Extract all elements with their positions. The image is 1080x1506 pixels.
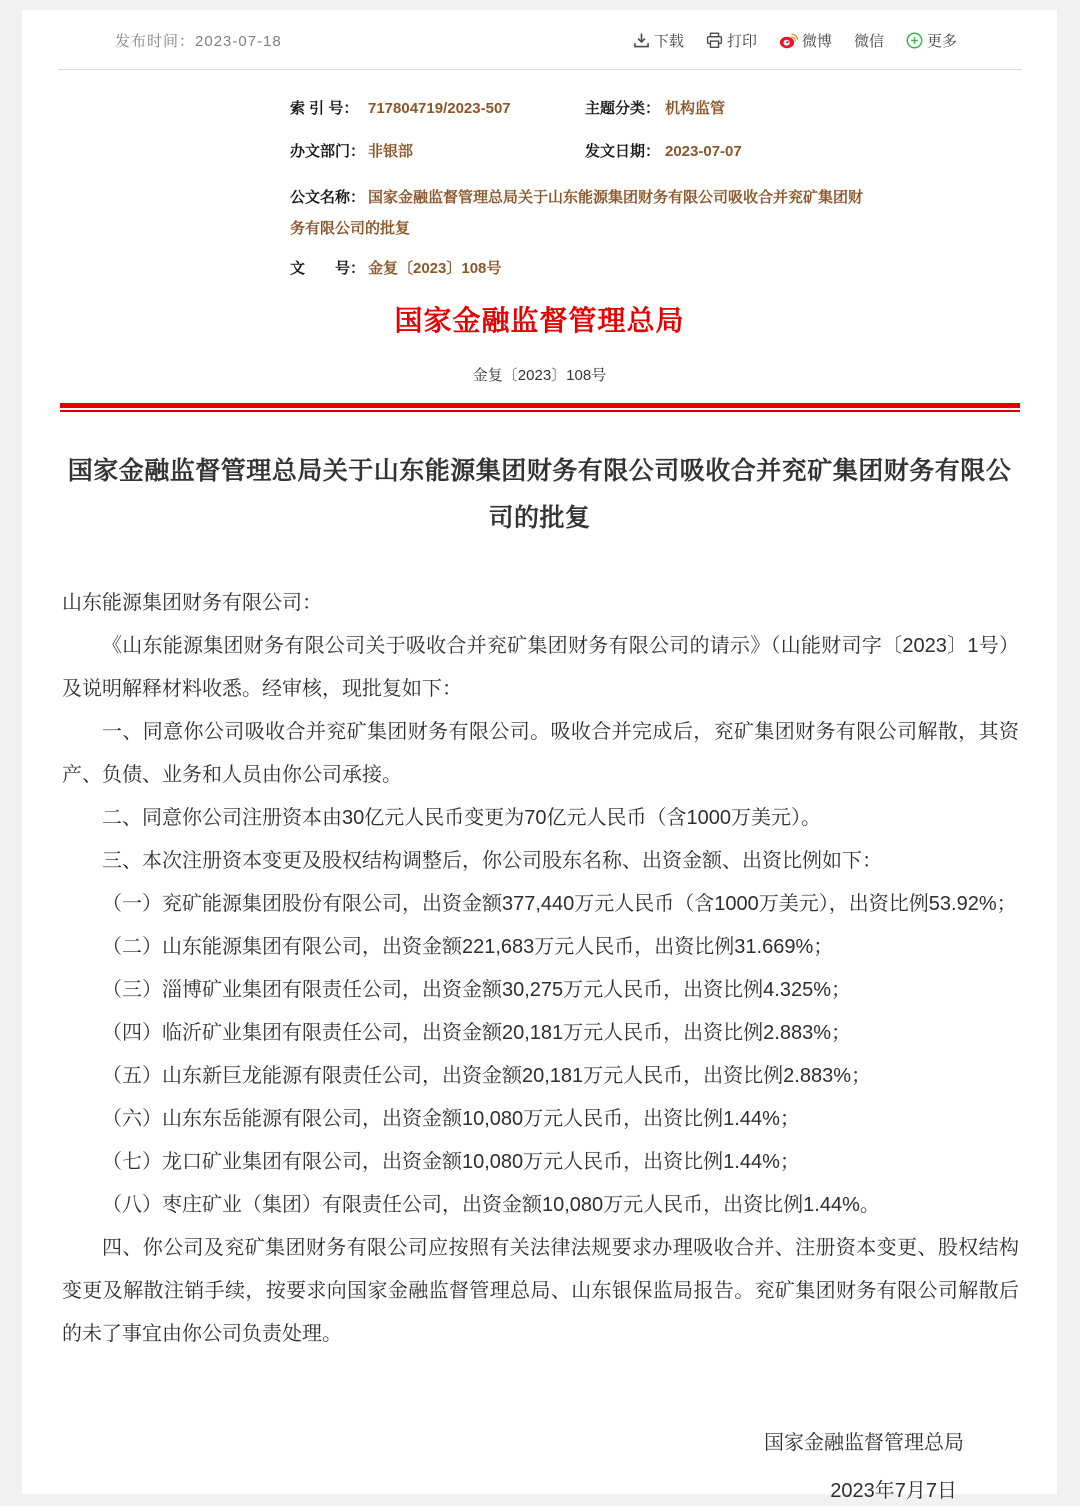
weibo-label: 微博 [801, 33, 832, 50]
document-title: 国家金融监督管理总局关于山东能源集团财务有限公司吸收合并兖矿集团财务有限公司的批复 [67, 457, 1012, 532]
topbar-divider [58, 69, 1022, 70]
doc-paragraph: 四、你公司及兖矿集团财务有限公司应按照有关法律法规要求办理吸收合并、注册资本变更、股权结构变更及解散注销手续，按要求向国家金融监督管理总局、山东银保监局报告。兖矿集团财务有限公司解散后的未了事宜由你公司负责处理。 [62, 1237, 1019, 1345]
letterhead-red-rule [60, 403, 1020, 412]
download-label: 下载 [653, 33, 684, 50]
document-name-value: 国家金融监督管理总局关于山东能源集团财务有限公司吸收合并兖矿集团财务有限公司的批复 [290, 189, 864, 237]
letterhead-doc-number: 金复〔2023〕108号 [472, 367, 607, 384]
meta-row [290, 139, 1057, 165]
document-number-label: 文 号： [290, 260, 366, 277]
doc-paragraph: 三、本次注册资本变更及股权结构调整后，你公司股东名称、出资金额、出资比例如下： [102, 850, 882, 872]
document-metadata [290, 96, 1057, 282]
print-button[interactable] [706, 30, 757, 51]
salutation: 山东能源集团财务有限公司： [62, 592, 322, 614]
doc-paragraph: 一、同意你公司吸收合并兖矿集团财务有限公司。吸收合并完成后，兖矿集团财务有限公司解散，其资产、负债、业务和人员由你公司承接。 [62, 721, 1019, 786]
signature-block [62, 1428, 1019, 1506]
doc-paragraph: （四）临沂矿业集团有限责任公司，出资金额20,181万元人民币，出资比例2.883%； [102, 1022, 852, 1044]
article-card [22, 10, 1057, 1502]
document-name-label: 公文名称： [290, 189, 366, 206]
publish-time-value: 2023-07-18 [195, 33, 282, 50]
toolbar [633, 30, 957, 51]
topic-category-label: 主题分类： [585, 100, 661, 117]
more-button[interactable] [906, 30, 957, 51]
index-number-label: 索 引 号： [290, 100, 359, 117]
share-weibo-button[interactable] [779, 30, 832, 51]
download-button[interactable] [633, 30, 684, 51]
meta-row [290, 256, 1057, 282]
doc-paragraph: （二）山东能源集团有限公司，出资金额221,683万元人民币，出资比例31.669%； [102, 936, 834, 958]
print-icon [706, 32, 723, 49]
topbar [22, 10, 1057, 65]
topic-category-value: 机构监管 [665, 100, 726, 117]
share-wechat-button[interactable] [854, 30, 884, 51]
issue-date-label: 发文日期： [585, 143, 661, 160]
doc-paragraph: （五）山东新巨龙能源有限责任公司，出资金额20,181万元人民币，出资比例2.883%； [102, 1065, 872, 1087]
doc-paragraph: （三）淄博矿业集团有限责任公司，出资金额30,275万元人民币，出资比例4.325%； [102, 979, 852, 1001]
signature-date: 2023年7月7日 [830, 1480, 957, 1502]
wechat-label: 微信 [853, 33, 884, 50]
meta-row-document-name [290, 182, 865, 244]
doc-paragraph: 二、同意你公司注册资本由30亿元人民币变更为70亿元人民币（含1000万美元）。 [102, 807, 821, 829]
print-label: 打印 [726, 33, 757, 50]
doc-paragraph: （六）山东东岳能源有限公司，出资金额10,080万元人民币，出资比例1.44%； [102, 1108, 800, 1130]
issue-date-value: 2023-07-07 [665, 143, 742, 160]
doc-paragraph: （一）兖矿能源集团股份有限公司，出资金额377,440万元人民币（含1000万美元），出资比例53.92%； [102, 893, 1017, 915]
document-body [22, 542, 1057, 1506]
handling-dept-value: 非银部 [368, 143, 414, 160]
index-number-value: 717804719/2023-507 [368, 100, 511, 117]
doc-paragraph: 《山东能源集团财务有限公司关于吸收合并兖矿集团财务有限公司的请示》（山能财司字〔2023〕1号）及说明解释材料收悉。经审核，现批复如下： [62, 635, 1019, 700]
handling-dept-label: 办文部门： [290, 143, 366, 160]
signature-agency: 国家金融监督管理总局 [764, 1432, 964, 1454]
more-plus-icon [906, 32, 923, 49]
download-icon [633, 32, 650, 49]
publish-time [115, 30, 282, 51]
doc-paragraph: （八）枣庄矿业（集团）有限责任公司，出资金额10,080万元人民币，出资比例1.44%。 [102, 1194, 880, 1216]
publish-time-label: 发布时间： [115, 33, 196, 50]
doc-paragraph: （七）龙口矿业集团有限公司，出资金额10,080万元人民币，出资比例1.44%； [102, 1151, 800, 1173]
meta-row [290, 96, 1057, 122]
more-label: 更多 [926, 33, 957, 50]
document-number-value: 金复〔2023〕108号 [368, 260, 502, 277]
weibo-icon [779, 32, 798, 49]
agency-letterhead: 国家金融监督管理总局 [394, 305, 685, 336]
